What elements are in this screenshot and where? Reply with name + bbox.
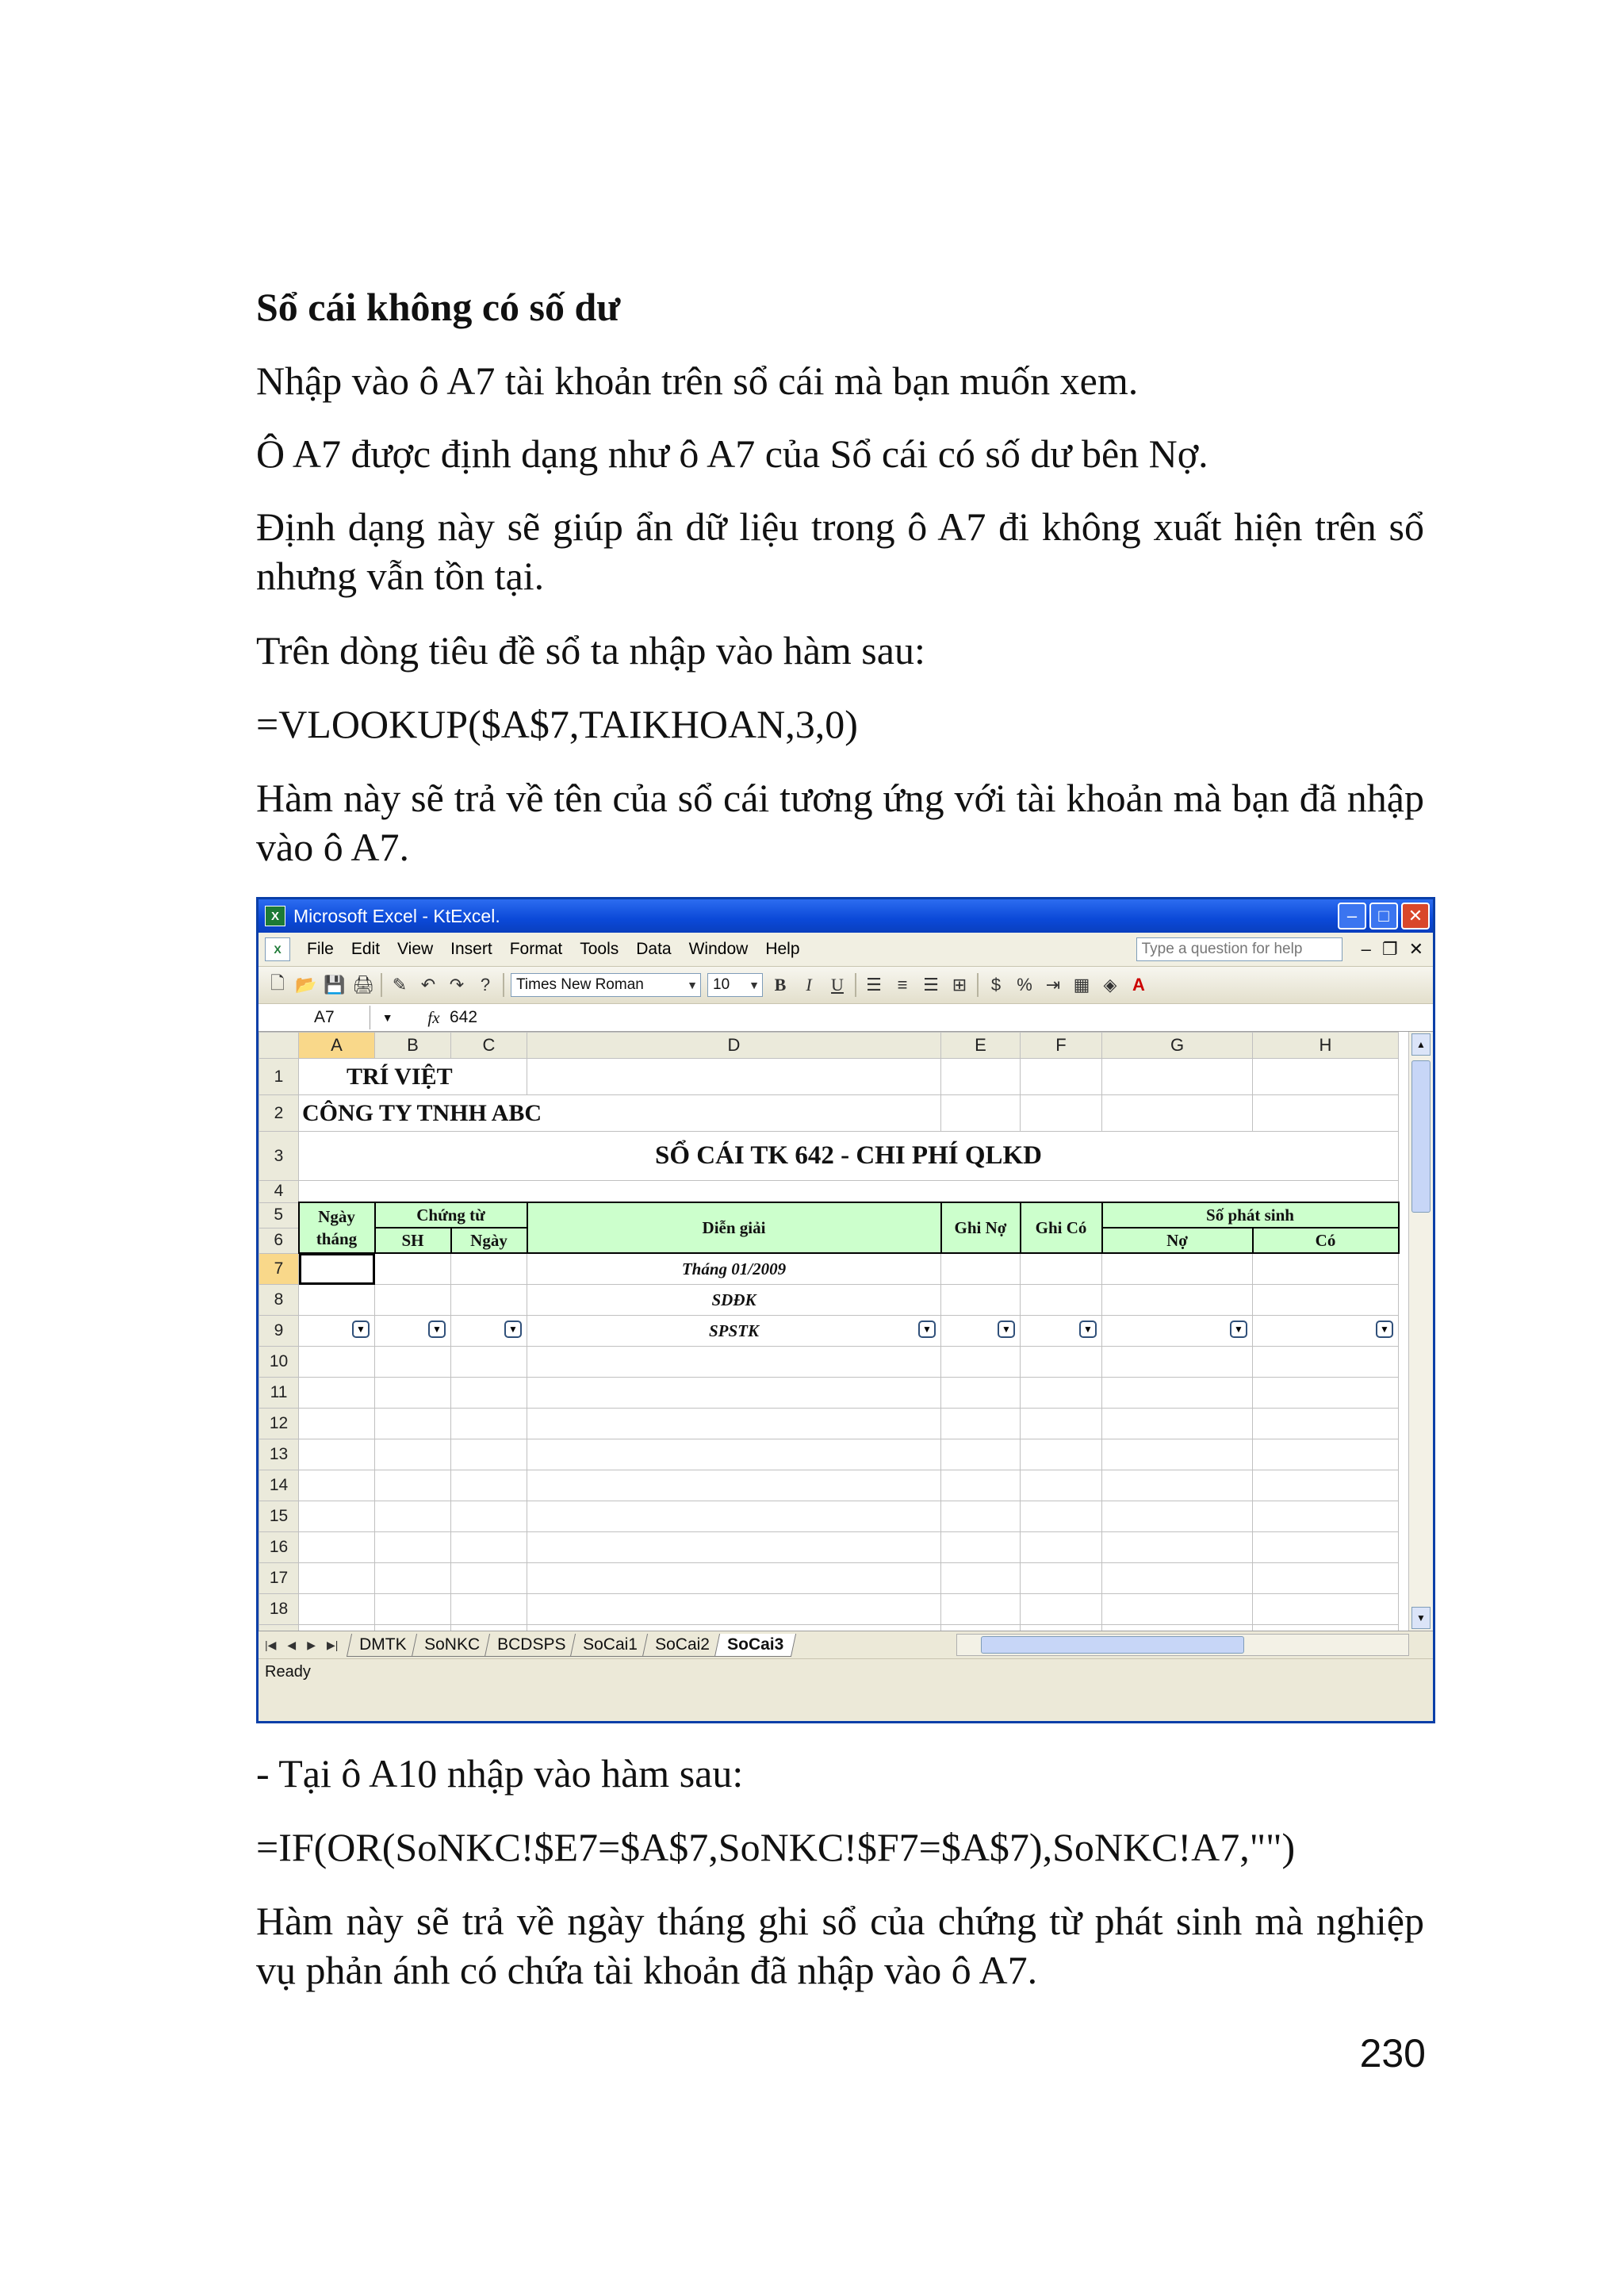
cell[interactable] — [1253, 1625, 1399, 1631]
excel-window — [256, 897, 1435, 1723]
cell[interactable] — [1102, 1532, 1253, 1563]
cell[interactable] — [527, 1594, 941, 1625]
cell[interactable] — [1102, 1563, 1253, 1594]
cell[interactable] — [1253, 1439, 1399, 1470]
cell[interactable] — [451, 1253, 527, 1285]
cell[interactable] — [1253, 1594, 1399, 1625]
paragraph-2: Ô A7 được định dạng như ô A7 của Sổ cái có số dư bên Nợ. — [256, 431, 1208, 476]
prev-sheet-icon[interactable]: ◀ — [287, 1638, 297, 1651]
cell[interactable] — [451, 1316, 527, 1347]
cell[interactable] — [299, 1285, 375, 1316]
cell[interactable] — [1102, 1253, 1253, 1285]
paragraph-9: Hàm này sẽ trả về ngày tháng ghi sổ của chứng từ phát sinh mà nghiệp vụ phản ánh có chứa tài khoản đã nhập vào ô A7. — [256, 1899, 1424, 1992]
cell[interactable] — [375, 1409, 451, 1439]
chevron-down-icon: ▼ — [687, 979, 698, 991]
filter-dropdown-icon[interactable]: ▼ — [1230, 1320, 1247, 1338]
filter-dropdown-icon[interactable]: ▼ — [428, 1320, 446, 1338]
next-sheet-icon[interactable]: ▶ — [307, 1638, 316, 1651]
cell[interactable] — [1021, 1625, 1102, 1631]
font-size-select[interactable] — [707, 973, 763, 997]
status-bar — [259, 1658, 1433, 1685]
header-ngay-thang[interactable]: Ngày tháng — [299, 1202, 375, 1253]
cell[interactable] — [451, 1409, 527, 1439]
cell[interactable] — [451, 1378, 527, 1409]
row-header[interactable]: 6 — [259, 1228, 299, 1253]
cell[interactable] — [941, 1409, 1021, 1439]
tab-label: SoCai1 — [583, 1635, 638, 1654]
cell[interactable] — [941, 1095, 1021, 1132]
window-title: Microsoft Excel - KtExcel. — [293, 905, 500, 926]
cell[interactable] — [1021, 1409, 1102, 1439]
cell[interactable] — [1021, 1316, 1102, 1347]
cell[interactable] — [1253, 1316, 1399, 1347]
cell[interactable] — [527, 1059, 941, 1095]
percent-icon[interactable]: % — [1017, 975, 1032, 995]
cell[interactable] — [451, 1625, 527, 1631]
paragraph-1: Nhập vào ô A7 tài khoản trên sổ cái mà bạn muốn xem. — [256, 358, 1139, 403]
cell[interactable] — [1253, 1563, 1399, 1594]
cell[interactable] — [1253, 1095, 1399, 1132]
cell[interactable] — [1021, 1253, 1102, 1285]
cell[interactable] — [1021, 1470, 1102, 1501]
redo-icon[interactable]: ↷ — [449, 975, 465, 995]
save-icon[interactable]: 💾 — [324, 975, 346, 995]
cell[interactable] — [1102, 1625, 1253, 1631]
formula-if: =IF(OR(SoNKC!$E7=$A$7,SoNKC!$F7=$A$7),SoNKC!A7,"") — [256, 1825, 1296, 1869]
cell[interactable] — [941, 1378, 1021, 1409]
cell[interactable] — [451, 1563, 527, 1594]
cell[interactable] — [1102, 1439, 1253, 1470]
align-left-icon[interactable]: ☰ — [866, 975, 882, 995]
tab-label: DMTK — [359, 1635, 407, 1654]
cell[interactable] — [527, 1501, 941, 1532]
cell[interactable] — [527, 1347, 941, 1378]
header-no[interactable]: Nợ — [1102, 1228, 1253, 1253]
cell[interactable] — [527, 1378, 941, 1409]
tab-socai1[interactable] — [570, 1634, 650, 1657]
header-ghi-co[interactable]: Ghi Có — [1021, 1202, 1102, 1253]
cell[interactable] — [375, 1594, 451, 1625]
cell[interactable] — [1102, 1095, 1253, 1132]
row-header[interactable]: 14 — [259, 1470, 299, 1501]
menu-data[interactable]: Data — [636, 940, 672, 958]
cell[interactable] — [299, 1316, 375, 1347]
page-number: 230 — [1359, 2031, 1426, 2076]
tab-dmtk[interactable] — [347, 1634, 419, 1657]
cell[interactable] — [375, 1285, 451, 1316]
cell[interactable] — [375, 1625, 451, 1631]
menu-bar — [259, 933, 1433, 967]
toolbar-separator — [503, 973, 504, 997]
row-header[interactable]: 18 — [259, 1594, 299, 1625]
doc-close-icon[interactable]: ✕ — [1408, 939, 1423, 959]
cell[interactable] — [1021, 1439, 1102, 1470]
row-header[interactable]: 10 — [259, 1347, 299, 1378]
cell[interactable] — [1102, 1501, 1253, 1532]
header-chung-tu[interactable]: Chứng từ — [375, 1202, 527, 1228]
row-header[interactable]: 4 — [259, 1181, 299, 1203]
status-text: Ready — [265, 1662, 311, 1681]
formula-bar — [259, 1004, 1433, 1032]
cell[interactable] — [375, 1253, 451, 1285]
excel-icon: X — [265, 906, 285, 926]
paragraph-6: Hàm này sẽ trả về tên của sổ cái tương ứng với tài khoản mà bạn đã nhập vào ô A7. — [256, 776, 1424, 869]
toolbar-separator — [855, 973, 856, 997]
toolbar-separator — [977, 973, 979, 997]
row-header[interactable]: 1 — [259, 1059, 299, 1095]
cell[interactable] — [1021, 1285, 1102, 1316]
cell[interactable] — [299, 1594, 375, 1625]
column-header-d[interactable]: D — [527, 1033, 941, 1059]
print-preview-icon[interactable]: 🖨 — [352, 975, 374, 995]
column-header-f[interactable]: F — [1021, 1033, 1102, 1059]
open-icon[interactable]: 📂 — [295, 975, 317, 995]
column-header-e[interactable]: E — [941, 1033, 1021, 1059]
row-header[interactable]: 15 — [259, 1501, 299, 1532]
cell[interactable] — [375, 1439, 451, 1470]
tab-sonkc[interactable] — [412, 1634, 492, 1657]
cell[interactable] — [1253, 1470, 1399, 1501]
vertical-scroll-thumb[interactable] — [1411, 1060, 1431, 1213]
header-co[interactable]: Có — [1253, 1228, 1399, 1253]
row-header[interactable] — [259, 1625, 299, 1631]
borders-icon[interactable]: ▦ — [1073, 975, 1090, 995]
column-header-b[interactable]: B — [375, 1033, 451, 1059]
last-sheet-icon[interactable]: ▶| — [326, 1638, 339, 1651]
cell[interactable] — [1021, 1532, 1102, 1563]
cell[interactable] — [941, 1347, 1021, 1378]
cell[interactable] — [375, 1378, 451, 1409]
cell[interactable] — [1021, 1059, 1102, 1095]
cell[interactable] — [299, 1532, 375, 1563]
cell[interactable] — [299, 1378, 375, 1409]
column-header-h[interactable]: H — [1253, 1033, 1399, 1059]
tab-label: SoCai2 — [655, 1635, 710, 1654]
tab-label: SoCai3 — [727, 1635, 784, 1654]
cell[interactable] — [375, 1563, 451, 1594]
cell[interactable] — [941, 1316, 1021, 1347]
cell[interactable] — [1102, 1594, 1253, 1625]
filter-dropdown-icon[interactable]: ▼ — [1376, 1320, 1393, 1338]
fx-icon[interactable]: fx — [427, 1007, 440, 1027]
section-heading: Sổ cái không có số dư — [256, 285, 621, 329]
close-icon[interactable]: ✕ — [1401, 903, 1430, 930]
cell[interactable] — [375, 1532, 451, 1563]
select-all-corner[interactable] — [259, 1033, 299, 1059]
cell[interactable] — [941, 1285, 1021, 1316]
row-header[interactable]: 8 — [259, 1285, 299, 1316]
tab-socai2[interactable] — [642, 1634, 722, 1657]
cell[interactable] — [1021, 1095, 1102, 1132]
cell[interactable] — [451, 1501, 527, 1532]
scroll-down-icon[interactable]: ▼ — [1411, 1607, 1431, 1629]
title-bar — [259, 899, 1433, 933]
filter-dropdown-icon[interactable]: ▼ — [1079, 1320, 1097, 1338]
cell-sddk[interactable]: SDĐK — [527, 1285, 941, 1316]
menu-tools[interactable]: Tools — [580, 940, 619, 958]
row-header[interactable]: 2 — [259, 1095, 299, 1132]
menu-insert[interactable]: Insert — [450, 940, 492, 958]
menu-view[interactable]: View — [397, 940, 434, 958]
vertical-scrollbar[interactable] — [1408, 1032, 1433, 1631]
underline-button[interactable]: U — [831, 975, 844, 995]
first-sheet-icon[interactable]: |◀ — [265, 1638, 277, 1651]
doc-restore-icon[interactable]: ❐ — [1381, 939, 1398, 959]
filter-dropdown-icon[interactable]: ▼ — [352, 1320, 370, 1338]
paragraph-4: Trên dòng tiêu đề sổ ta nhập vào hàm sau: — [256, 628, 925, 673]
menu-edit[interactable]: Edit — [350, 940, 381, 958]
formatting-toolbar — [259, 967, 1433, 1004]
row-header[interactable]: 13 — [259, 1439, 299, 1470]
ledger-title-cell[interactable]: SỔ CÁI TK 642 - CHI PHÍ QLKD — [299, 1132, 1399, 1181]
cell[interactable] — [941, 1501, 1021, 1532]
header-sh[interactable]: SH — [375, 1228, 451, 1253]
name-box[interactable] — [259, 1006, 393, 1029]
company-short-cell[interactable]: TRÍ VIỆT — [299, 1059, 527, 1095]
row-header[interactable]: 12 — [259, 1409, 299, 1439]
column-header-g[interactable]: G — [1102, 1033, 1253, 1059]
toolbar-separator — [381, 973, 382, 997]
cell[interactable] — [941, 1470, 1021, 1501]
row-header[interactable]: 9 — [259, 1316, 299, 1347]
cell[interactable] — [299, 1439, 375, 1470]
align-center-icon[interactable]: ≡ — [897, 975, 908, 995]
cell[interactable] — [941, 1059, 1021, 1095]
cell[interactable] — [1021, 1594, 1102, 1625]
cell[interactable] — [527, 1470, 941, 1501]
tab-label: BCDSPS — [497, 1635, 566, 1654]
cell[interactable] — [1253, 1378, 1399, 1409]
font-color-icon[interactable]: A — [1132, 975, 1145, 995]
cell[interactable] — [941, 1532, 1021, 1563]
minimize-icon[interactable]: – — [1338, 903, 1366, 930]
row-header[interactable]: 16 — [259, 1532, 299, 1563]
bold-button[interactable]: B — [774, 975, 787, 995]
cell[interactable] — [375, 1501, 451, 1532]
cell[interactable] — [1102, 1470, 1253, 1501]
chevron-down-icon: ▼ — [381, 1011, 393, 1024]
new-icon[interactable]: 🗋 — [270, 973, 285, 993]
cell[interactable] — [299, 1470, 375, 1501]
cell[interactable] — [299, 1409, 375, 1439]
cell[interactable] — [941, 1253, 1021, 1285]
cell[interactable] — [1102, 1316, 1253, 1347]
filter-dropdown-icon[interactable]: ▼ — [918, 1320, 936, 1338]
fill-color-icon[interactable]: ◈ — [1103, 975, 1117, 995]
font-name-select[interactable] — [511, 973, 701, 997]
cell[interactable] — [527, 1532, 941, 1563]
tab-bcdsps[interactable] — [485, 1634, 579, 1657]
cell[interactable] — [1102, 1378, 1253, 1409]
cell[interactable] — [375, 1347, 451, 1378]
spstk-label: SPSTK — [708, 1320, 760, 1340]
cell[interactable] — [451, 1285, 527, 1316]
tab-label: SoNKC — [423, 1635, 481, 1654]
cell[interactable] — [941, 1625, 1021, 1631]
cell[interactable] — [299, 1563, 375, 1594]
cell-a7-selected[interactable] — [299, 1253, 375, 1285]
cell[interactable] — [451, 1439, 527, 1470]
menu-format[interactable]: Format — [509, 940, 563, 958]
cell[interactable] — [527, 1625, 941, 1631]
sheet-tab-bar — [259, 1631, 1433, 1658]
header-ngay[interactable]: Ngày — [451, 1228, 527, 1253]
cell[interactable] — [1253, 1501, 1399, 1532]
cell[interactable] — [1102, 1285, 1253, 1316]
indent-icon[interactable]: ⇥ — [1045, 975, 1061, 995]
paragraph-7: - Tại ô A10 nhập vào hàm sau: — [256, 1751, 744, 1796]
cell[interactable] — [941, 1594, 1021, 1625]
maximize-icon[interactable]: □ — [1369, 903, 1398, 930]
chevron-down-icon: ▼ — [749, 979, 760, 991]
horizontal-scroll-thumb[interactable] — [981, 1636, 1244, 1654]
cell[interactable] — [1021, 1501, 1102, 1532]
header-ghi-no[interactable]: Ghi Nợ — [941, 1202, 1021, 1253]
cell[interactable] — [375, 1470, 451, 1501]
help-icon[interactable]: ? — [480, 975, 491, 995]
italic-button[interactable]: I — [806, 975, 812, 995]
help-search-input[interactable]: Type a question for help — [1136, 937, 1342, 961]
cell[interactable] — [1253, 1409, 1399, 1439]
cell[interactable] — [1102, 1347, 1253, 1378]
cell[interactable] — [299, 1501, 375, 1532]
filter-dropdown-icon[interactable]: ▼ — [998, 1320, 1015, 1338]
undo-icon[interactable]: ↶ — [420, 975, 436, 995]
tab-socai3[interactable] — [714, 1634, 796, 1657]
doc-minimize-icon[interactable]: – — [1361, 939, 1371, 959]
cell[interactable] — [1021, 1347, 1102, 1378]
row-header[interactable]: 5 — [259, 1202, 299, 1228]
paragraph-3: Định dạng này sẽ giúp ẩn dữ liệu trong ô A7 đi không xuất hiện trên sổ nhưng vẫn tồn tại. — [256, 504, 1424, 598]
cell[interactable] — [451, 1532, 527, 1563]
cell[interactable] — [299, 1181, 1399, 1203]
filter-dropdown-icon[interactable]: ▼ — [504, 1320, 522, 1338]
cell[interactable] — [299, 1347, 375, 1378]
name-box-value: A7 — [314, 1008, 335, 1026]
font-name-value: Times New Roman — [516, 976, 644, 993]
row-header[interactable]: 17 — [259, 1563, 299, 1594]
cell[interactable] — [1102, 1059, 1253, 1095]
cell[interactable] — [299, 1625, 375, 1631]
cell[interactable] — [375, 1316, 451, 1347]
company-full-cell[interactable]: CÔNG TY TNHH ABC — [299, 1095, 941, 1132]
cell[interactable] — [451, 1470, 527, 1501]
cell[interactable] — [451, 1594, 527, 1625]
column-header-a[interactable]: A — [299, 1033, 375, 1059]
formula-input[interactable]: 642 — [450, 1008, 478, 1026]
cell-thang[interactable]: Tháng 01/2009 — [527, 1253, 941, 1285]
cell[interactable] — [1021, 1378, 1102, 1409]
sheet-table — [259, 1032, 1400, 1631]
cell[interactable] — [1021, 1563, 1102, 1594]
cell-spstk[interactable] — [527, 1316, 941, 1347]
cell[interactable] — [527, 1409, 941, 1439]
menu-help[interactable]: Help — [765, 940, 800, 958]
format-painter-icon[interactable]: ✎ — [392, 975, 408, 995]
header-so-phat-sinh[interactable]: Số phát sinh — [1102, 1202, 1399, 1228]
cell[interactable] — [941, 1563, 1021, 1594]
menu-window[interactable]: Window — [688, 940, 749, 958]
header-dien-giai[interactable]: Diễn giải — [527, 1202, 941, 1253]
merge-center-icon[interactable]: ⊞ — [952, 975, 967, 995]
cell[interactable] — [527, 1563, 941, 1594]
cell[interactable] — [1253, 1285, 1399, 1316]
cell[interactable] — [1102, 1409, 1253, 1439]
font-size-value: 10 — [713, 976, 730, 993]
cell[interactable] — [941, 1439, 1021, 1470]
row-header[interactable]: 11 — [259, 1378, 299, 1409]
horizontal-scrollbar[interactable] — [956, 1634, 1409, 1656]
row-header[interactable]: 7 — [259, 1253, 299, 1285]
spreadsheet-grid — [259, 1032, 1433, 1631]
align-right-icon[interactable]: ☰ — [923, 975, 939, 995]
cell[interactable] — [1253, 1059, 1399, 1095]
cell[interactable] — [1253, 1253, 1399, 1285]
cell[interactable] — [527, 1439, 941, 1470]
row-header[interactable]: 3 — [259, 1132, 299, 1181]
scroll-up-icon[interactable]: ▲ — [1411, 1033, 1431, 1056]
column-header-c[interactable]: C — [451, 1033, 527, 1059]
cell[interactable] — [1253, 1532, 1399, 1563]
menu-file[interactable]: File — [307, 940, 334, 958]
formula-vlookup: =VLOOKUP($A$7,TAIKHOAN,3,0) — [256, 702, 858, 746]
currency-icon[interactable]: $ — [990, 975, 1002, 995]
cell[interactable] — [451, 1347, 527, 1378]
workbook-icon[interactable]: X — [265, 937, 290, 961]
cell[interactable] — [1253, 1347, 1399, 1378]
